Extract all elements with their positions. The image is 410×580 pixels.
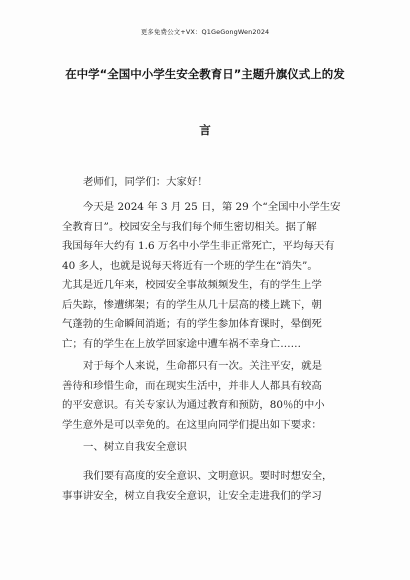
paragraph-line: 我们要有高度的安全意识、文明意识。要时时想安全， [83, 470, 333, 482]
greeting: 老师们，同学们：大家好！ [83, 176, 208, 188]
document-body [62, 173, 352, 193]
section-heading-text: 一、树立自我安全意识 [83, 441, 187, 453]
paragraph-line: 善待和珍惜生命，而在现实生活中，并非人人都具有较高 [62, 379, 322, 392]
paragraph-1 [62, 198, 352, 354]
paragraph-2 [62, 357, 352, 435]
paragraph-line: 40 多人，也就是说每天将近有一个班的学生在“消失”。 [62, 259, 318, 272]
paragraph-line: 全教育日”。校园安全与我们每个师生密切相关。据了解 [62, 220, 317, 233]
section-heading [62, 438, 352, 458]
paragraph-line: 气蓬勃的生命瞬间消逝；有的学生参加体育课时，晕倒死 [62, 318, 322, 330]
paragraph-3 [62, 467, 352, 506]
paragraph-line: 今天是 2024 年 3 月 25 日，第 29 个“全国中小学生安 [83, 201, 341, 213]
paragraph-line: 学生意外是可以幸免的。在这里向同学们提出如下要求： [62, 418, 322, 431]
paragraph-line: 尤其是近几年来，校园安全事故频频发生，有的学生上学 [62, 279, 322, 291]
paragraph-line: 事事讲安全，树立自我安全意识，让安全走进我们的学习 [62, 489, 322, 502]
document-title-line-2: 言 [199, 123, 211, 137]
paragraph-line: 后失踪，惨遭绑架；有的学生从几十层高的楼上跳下，朝 [62, 298, 322, 311]
document-title-line-1: 在中学“全国中小学生安全教育日”主题升旗仪式上的发 [65, 67, 345, 81]
paragraph-line: 亡；有的学生在上放学回家途中遭车祸不幸身亡…… [62, 337, 301, 350]
paragraph-line: 的平安意识。有关专家认为通过教育和预防，80％的中小 [62, 399, 325, 411]
paragraph-line: 对于每个人来说，生命都只有一次。关注平安，就是 [83, 360, 322, 372]
paragraph-line: 我国每年大约有 1.6 万名中小学生非正常死亡，平均每天有 [62, 240, 335, 252]
header-note: 更多免费公文+VX：Q1GeGongWen2024 [140, 28, 270, 36]
